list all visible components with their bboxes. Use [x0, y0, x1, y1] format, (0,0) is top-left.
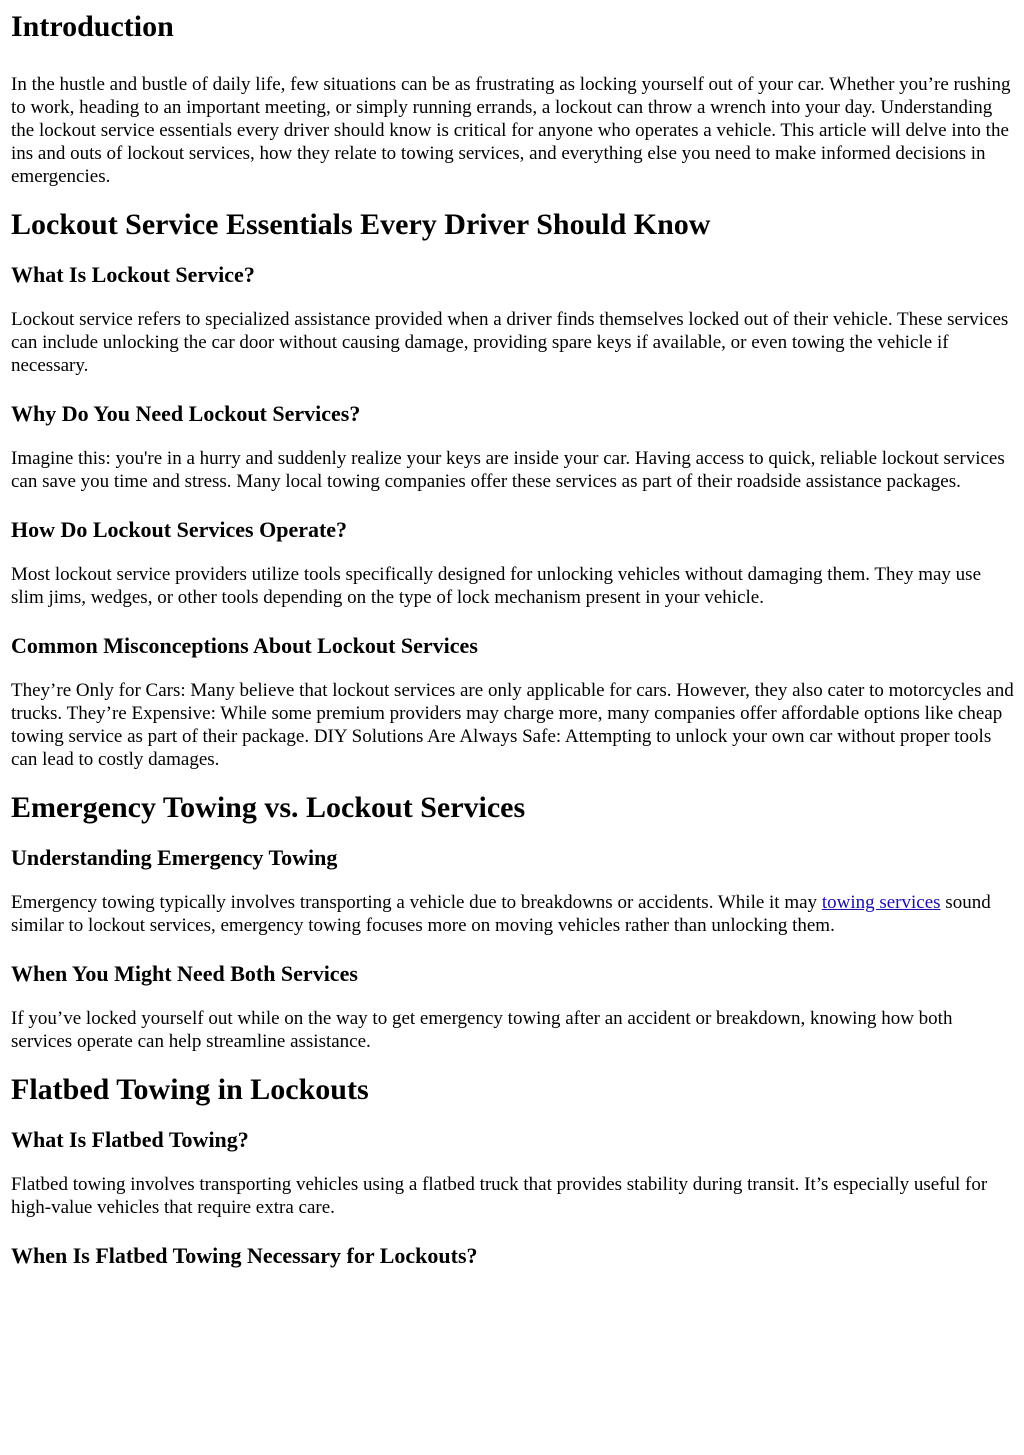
- subheading-understanding-emergency-towing: Understanding Emergency Towing: [11, 845, 338, 870]
- paragraph-misconceptions: They’re Only for Cars: Many believe that lockout services are only applicable for cars. However, they also cater to motorcycles and trucks. They’re Expensive: While some premium providers may charge more, many companies offer affordable options like cheap towing service as part of their package. DIY Solutions Are Always Safe: Attempting to unlock your own car without proper tools can lead to costly damages.: [11, 680, 1014, 770]
- subheading-what-is-lockout: What Is Lockout Service?: [11, 262, 255, 287]
- intro-paragraph: In the hustle and bustle of daily life, few situations can be as frustrating as locking yourself out of your car. Whether you’re rushing to work, heading to an important meeting, or simply running errands, a lockout can throw a wrench into your day. Understanding the lockout service essentials every driver should know is critical for anyone who operates a vehicle. This article will delve into the ins and outs of lockout services, how they relate to towing services, and everything else you need to make informed decisions in emergencies.: [11, 74, 1011, 187]
- paragraph-need-both-services: If you’ve locked yourself out while on the way to get emergency towing after an accident or breakdown, knowing how both services operate can help streamline assistance.: [11, 1008, 953, 1052]
- subheading-need-both-services: When You Might Need Both Services: [11, 961, 358, 986]
- section-heading-flatbed-towing: Flatbed Towing in Lockouts: [11, 1073, 369, 1106]
- subheading-misconceptions: Common Misconceptions About Lockout Services: [11, 633, 478, 658]
- paragraph-understanding-emergency-towing: [11, 891, 1014, 937]
- subheading-how-lockout-operates: How Do Lockout Services Operate?: [11, 517, 348, 542]
- paragraph-how-lockout-operates: Most lockout service providers utilize tools specifically designed for unlocking vehicles without damaging them. They may use slim jims, wedges, or other tools depending on the type of lock mechanism present in your vehicle.: [11, 564, 982, 608]
- subheading-what-is-flatbed: What Is Flatbed Towing?: [11, 1127, 249, 1152]
- paragraph-what-is-lockout: Lockout service refers to specialized assistance provided when a driver finds themselves locked out of their vehicle. These services can include unlocking the car door without causing damage, providing spare keys if available, or even towing the vehicle if necessary.: [11, 309, 1009, 376]
- paragraph-text-before-link: Emergency towing typically involves transporting a vehicle due to breakdowns or accidents. While it may: [11, 892, 822, 913]
- towing-services-link[interactable]: towing services: [821, 892, 941, 913]
- section-heading-emergency-towing: Emergency Towing vs. Lockout Services: [11, 791, 526, 824]
- paragraph-why-need-lockout: Imagine this: you're in a hurry and suddenly realize your keys are inside your car. Having access to quick, reliable lockout services can save you time and stress. Many local towing companies offer these services as part of their roadside assistance packages.: [11, 448, 1005, 492]
- intro-heading: Introduction: [11, 10, 174, 43]
- article: [0, 9, 1024, 1269]
- subheading-when-flatbed-necessary: When Is Flatbed Towing Necessary for Lockouts?: [11, 1243, 478, 1268]
- paragraph-text-after-link: sound similar to lockout services, emergency towing focuses more on moving vehicles rather than unlocking them.: [11, 892, 991, 936]
- subheading-why-need-lockout: Why Do You Need Lockout Services?: [11, 401, 361, 426]
- paragraph-what-is-flatbed: Flatbed towing involves transporting vehicles using a flatbed truck that provides stability during transit. It’s especially useful for high-value vehicles that require extra care.: [11, 1174, 988, 1218]
- section-heading-lockout-essentials: Lockout Service Essentials Every Driver Should Know: [11, 208, 711, 241]
